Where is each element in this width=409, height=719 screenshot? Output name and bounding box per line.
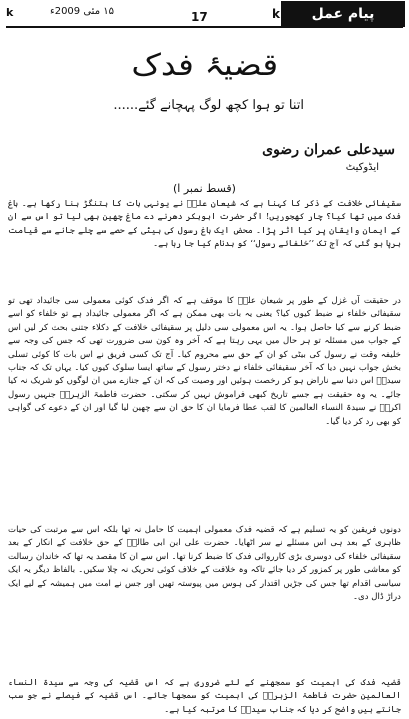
paragraph: قضیہ فدک کی اہمیت کو سمجھنے کے لئے ضروری ہے کہ اس قضیہ کی وجہ سے سیدۃ النساء العالمین حضرت فاطمۃ الزہراؑ کی اہمیت کو سمجھا جائے۔ اس قضیہ کے فیصلے نے جو سب جانتے ہیں واضح کر دیا کہ جناب سیدہؑ کا مرتبہ کیا ہے۔ bbox=[8, 678, 401, 715]
paragraph: سقیفائی خلافت کے ذکر کا کہنا ہے کہ شیعان علیؑ نے یونہی بات کا بتنگڑ بنا رکھا ہے۔ باغ فدک میں تھا کیا؟ چار کھجوریں! اگر حضرت ابوبکر دھرنے دے ماغ چھین بھی لیا تو اس سے ان کے ایمان وایقان پر کیا اثر پڑا۔ محض ایک باغ رسول کی بیٹی کے حصے سے چلے جانے سے قیامت برپا ہو گئی کہ آج تک ’’خلفائے رسول‘‘ کو بدنام کیا جا رہا ہے۔ bbox=[8, 199, 401, 250]
masthead-mark: k bbox=[271, 3, 281, 25]
author-name: سیدعلی عمران رضوی bbox=[262, 142, 395, 158]
page-number: 17 bbox=[191, 10, 208, 24]
masthead-title: پیام عمل bbox=[311, 6, 375, 22]
paragraph: در حقیقت آں غزل کے طور پر شیعان علیؑ کا موقف ہے کہ اگر فدک کوئی معمولی سی جائیداد تھی تو سقیفائی خلفاء نے ضبط کیوں کیا؟ یعنی یہ بات بھی ممکن ہے کہ اگر معمولی جائیداد ہے تو خلفاء کو اسے ضبط کرنے سے کیا حاصل ہوا۔ یہ اس معمولی سی دلیل پر سقیفائی خلافت کے دکلاء جتنی بحث کر لیں اس کے جواب میں مسئلہ تو ہر حال میں یہی رہتا ہے کہ آخر وہ کون سی ضرورت تھی کہ جس کی وجہ سے خلیفہ وقت نے رسول کی بیٹی کو ان کے حق سے محروم کیا۔ آج تک کسی فریق نے اس بات کا کوئی تسلی بخش جواب نہیں دیا کہ آخر سقیفائی خلفاء نے دختر رسول کے ساتھ ایسا سلوک کیوں کیا۔ یہاں تک کہ جناب سیدہؑ اس دنیا سے ناراض ہو کر رخصت ہوئیں اور وصیت کی کہ ان کے جنازے میں ان لوگوں کو شریک نہ کیا جائے۔ یہ وہ حقیقت ہے جسے تاریخ کبھی فراموش نہیں کر سکتی۔ حضرت فاطمۃ الزہراؑ جنہیں رسول اکرمؐ نے سیدۃ النساء العالمین کا لقب عطا فرمایا ان کا حق ان سے چھین لیا گیا اور ان کے دعوے کی گواہی کو بھی رد کر دیا گیا۔ bbox=[8, 296, 401, 427]
header-left-mark: k bbox=[6, 6, 14, 19]
author-role: ایڈوکیٹ bbox=[345, 162, 379, 173]
installment-label: (قسط نمبر ا) bbox=[173, 182, 236, 195]
article-title: قضیۂ فدک bbox=[131, 48, 278, 83]
paragraph: دونوں فریقین کو یہ تسلیم ہے کہ قضیہ فدک معمولی اہمیت کا حامل نہ تھا بلکہ اس سے مرتبت کی حیات ظاہری کے بعد ہی اس مسئلے نے سر اٹھایا۔ حضرت علی ابن ابی طالبؑ کے حق خلافت کے انکار کے بعد سقیفائی خلفاء کی دوسری بڑی کارروائی فدک کا ضبط کرنا تھا۔ اس سے ان کا مقصد یہ تھا کہ خاندان رسالت کو معاشی طور پر کمزور کر دیا جائے تاکہ وہ خلافت کے خلاف کوئی تحریک نہ چلا سکیں۔ بالفاظ دیگر یہ ایک سیاسی اقدام تھا جس کی جڑیں اقتدار کی ہوس میں پیوستہ تھیں اور جس نے امت میں ہمیشہ کے لیے ایک دراڑ ڈال دی۔ bbox=[8, 525, 401, 603]
header-rule bbox=[6, 26, 403, 28]
issue-date: ۱۵ مئی 2009ء bbox=[50, 6, 114, 17]
article-body bbox=[8, 198, 401, 719]
page-header bbox=[0, 0, 409, 26]
article-subtitle: اتنا تو ہوا کچھ لوگ پہچانے گئے...... bbox=[113, 98, 304, 113]
masthead bbox=[272, 1, 405, 27]
